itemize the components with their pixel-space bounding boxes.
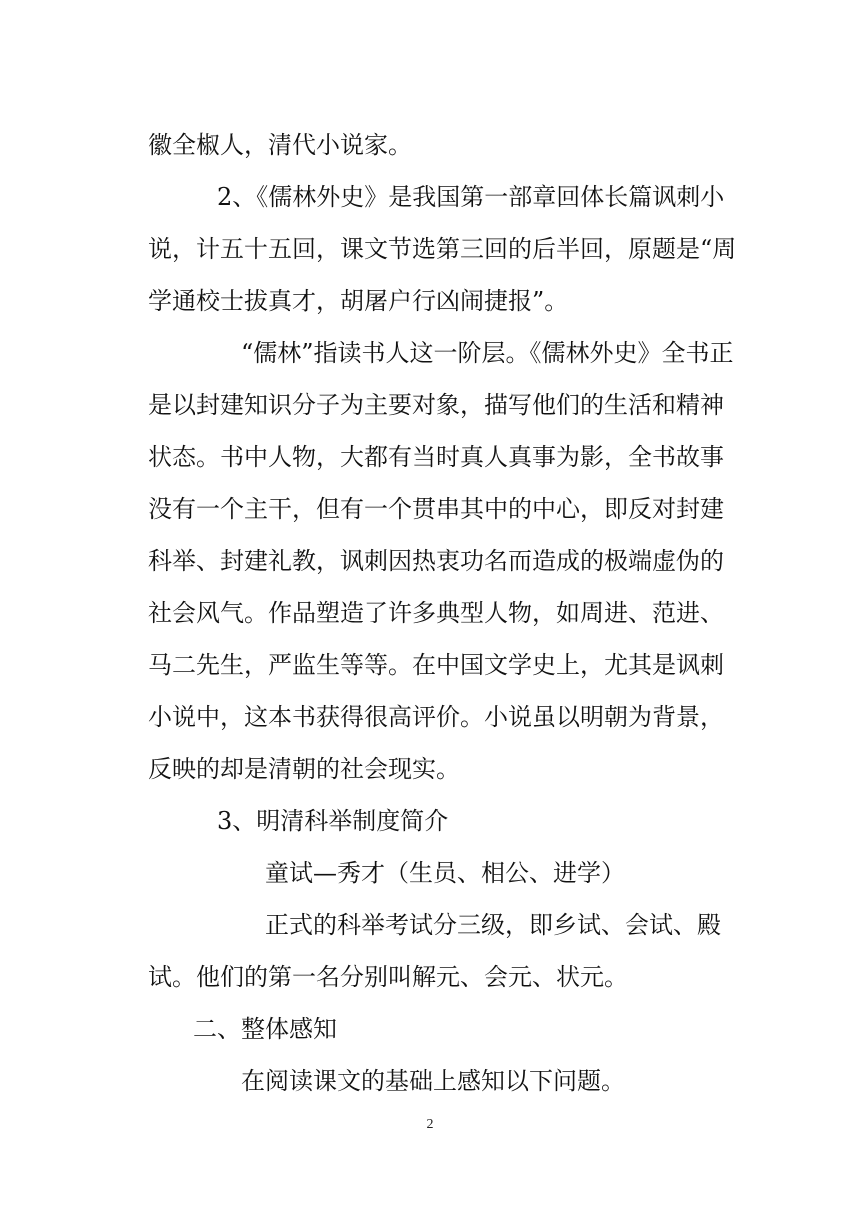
text-line: 说，计五十五回，课文节选第三回的后半回，原题是“周 (148, 235, 737, 263)
text-line: 在阅读课文的基础上感知以下问题。 (241, 1067, 625, 1095)
text-line: 社会风气。作品塑造了许多典型人物，如周进、范进、 (148, 599, 724, 627)
text-line: “儒林”指读书人这一阶层。《儒林外史》全书正 (241, 339, 734, 367)
text-line: 试。他们的第一名分别叫解元、会元、状元。 (148, 963, 628, 991)
text-line: 是以封建知识分子为主要对象，描写他们的生活和精神 (148, 391, 724, 419)
text-line: 小说中，这本书获得很高评价。小说虽以明朝为背景， (148, 703, 724, 731)
section-heading: 二、整体感知 (193, 1015, 337, 1043)
text-line: 状态。书中人物，大都有当时真人真事为影，全书故事 (148, 443, 724, 471)
text-line: 学通校士拔真才，胡屠户行凶闹捷报”。 (148, 287, 569, 315)
page-number: 2 (426, 1117, 434, 1132)
text-line: 没有一个主干，但有一个贯串其中的中心，即反对封建 (148, 495, 724, 523)
text-line: 正式的科举考试分三级，即乡试、会试、殿 (265, 911, 721, 939)
text-line: 反映的却是清朝的社会现实。 (148, 755, 460, 783)
text-line: 马二先生，严监生等等。在中国文学史上，尤其是讽刺 (148, 651, 724, 679)
text-line: 徽全椒人，清代小说家。 (148, 131, 412, 159)
text-line: 2、《儒林外史》是我国第一部章回体长篇讽刺小 (217, 183, 725, 211)
text-line: 童试—秀才（生员、相公、进学） (265, 859, 625, 887)
section-heading: 3、明清科举制度简介 (217, 807, 449, 835)
text-line: 科举、封建礼教，讽刺因热衷功名而造成的极端虚伪的 (148, 547, 724, 575)
